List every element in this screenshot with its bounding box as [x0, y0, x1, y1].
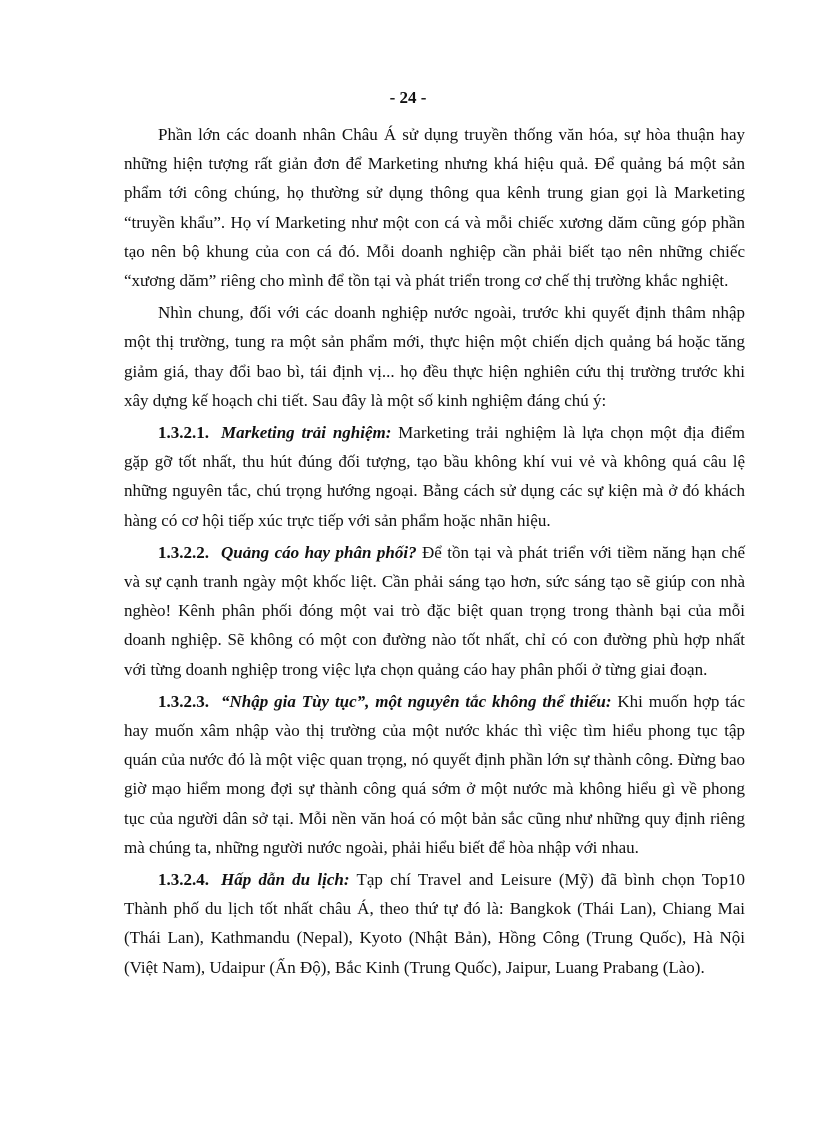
- page-number: - 24 -: [389, 88, 427, 107]
- paragraph-intro: Phần lớn các doanh nhân Châu Á sử dụng truyền thống văn hóa, sự hòa thuận hay những hiện tượng rất giản đơn để Marketing nhưng khá hiệu quả. Để quảng bá một sản phẩm tới công chúng, họ thường sử dụng thông qua kênh trung gian gọi là Marketing “truyền khẩu”. Họ ví Marketing như một con cá và mỗi chiếc xương dăm cũng góp phần tạo nên bộ khung của con cá đó. Mỗi doanh nghiệp cần phải biết tạo nên những chiếc “xương dăm” riêng cho mình để tồn tại và phát triển trong cơ chế thị trường khắc nghiệt.: [124, 125, 745, 291]
- section-number: 1.3.2.4.: [158, 870, 209, 890]
- section-title: Quảng cáo hay phân phối?: [221, 542, 417, 562]
- section-title: Hấp dẫn du lịch:: [221, 870, 350, 890]
- section-text: Marketing trải nghiệm là lựa chọn một địa điểm gặp gỡ tốt nhất, thu hút đúng đối tượng, tạo bầu không khí vui vẻ và không quá câu lệ những nguyên tắc, chú trọng hướng ngoại. Bằng cách sử dụng các sự kiện mà ở đó khách hàng có cơ hội tiếp xúc trực tiếp với sản phẩm hoặc nhãn hiệu.: [124, 423, 745, 530]
- section-number: 1.3.2.3.: [158, 691, 209, 711]
- paragraph-overview: Nhìn chung, đối với các doanh nghiệp nước ngoài, trước khi quyết định thâm nhập một thị trường, tung ra một sản phẩm mới, thực hiện một chiến dịch quảng bá hoặc tăng giảm giá, thay đổi bao bì, tái định vị... họ đều thực hiện nghiên cứu thị trường trước khi xây dựng kế hoạch chi tiết. Sau đây là một số kinh nghiệm đáng chú ý:: [124, 303, 745, 410]
- section-local-customs: [124, 687, 745, 862]
- section-advertising-distribution: [124, 538, 745, 684]
- section-tourism-appeal: [124, 865, 745, 982]
- section-text: Khi muốn hợp tác hay muốn xâm nhập vào thị trường của một nước khác thì việc tìm hiểu phong tục tập quán của nước đó là một việc quan trọng, nó quyết định phần lớn sự thành công. Đừng bao giờ mạo hiểm mong đợi sự thành công quá sớm ở một nước mà không hiểu gì về phong tục của người dân sở tại. Mỗi nền văn hoá có một bản sắc cũng như những quy định riêng mà chúng ta, những người nước ngoài, phải hiểu biết để hòa nhập với nhau.: [124, 691, 745, 857]
- section-text: Tạp chí Travel and Leisure (Mỹ) đã bình chọn Top10 Thành phố du lịch tốt nhất châu Á, theo thứ tự đó là: Bangkok (Thái Lan), Chiang Mai (Thái Lan), Kathmandu (Nepal), Kyoto (Nhật Bản), Hồng Công (Trung Quốc), Hà Nội (Việt Nam), Udaipur (Ấn Độ), Bắc Kinh (Trung Quốc), Jaipur, Luang Prabang (Lào).: [124, 870, 745, 977]
- section-title: Marketing trải nghiệm:: [221, 423, 392, 443]
- section-title: “Nhập gia Tùy tục”, một nguyên tắc không thể thiếu:: [221, 691, 612, 711]
- document-body: [124, 120, 745, 985]
- section-number: 1.3.2.2.: [158, 542, 209, 562]
- section-number: 1.3.2.1.: [158, 423, 209, 443]
- section-text: Để tồn tại và phát triển với tiềm năng hạn chế và sự cạnh tranh ngày một khốc liệt. Cần phải sáng tạo hơn, sức sáng tạo sẽ giúp con nhà nghèo! Kênh phân phối đóng một vai trò đặc biệt quan trọng trong thành bại của mỗi doanh nghiệp. Sẽ không có một con đường nào tốt nhất, chỉ có con đường phù hợp nhất với từng doanh nghiệp trong việc lựa chọn quảng cáo hay phân phối ở từng giai đoạn.: [124, 542, 745, 679]
- section-experiential-marketing: [124, 418, 745, 535]
